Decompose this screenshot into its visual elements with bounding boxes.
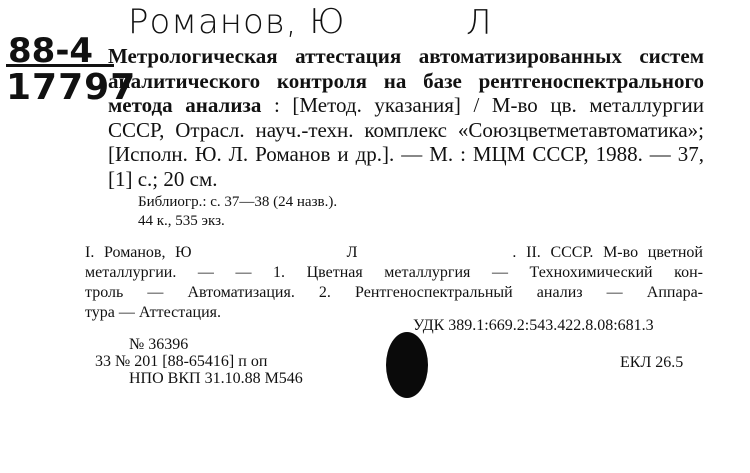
udk-classification: УДК 389.1:669.2:543.422.8.08:681.3 <box>413 317 654 334</box>
copies-note: 44 к., 535 экз. <box>138 213 225 229</box>
npo-line: НПО ВКП 31.10.88 М546 <box>129 370 303 387</box>
card-number: № 36396 <box>129 336 189 353</box>
footer-info <box>95 336 303 387</box>
bibliographic-notes <box>138 193 337 231</box>
order-number: 33 № 201 [88-65416] п оп <box>95 353 268 370</box>
ekl-classification: ЕКЛ 26.5 <box>620 354 684 371</box>
tracing-line-3: троль — Автоматизация. 2. Рентгеноспектральный анализ — Аппара- <box>85 284 703 301</box>
tracings <box>85 243 703 323</box>
punch-hole <box>386 332 428 398</box>
bibliography-note: Библиогр.: с. 37—38 (24 назв.). <box>138 194 338 210</box>
call-number-bottom: 17797 <box>6 67 137 108</box>
tracing-line-4: тура — Аттестация. <box>85 304 221 321</box>
work-title: Метрологическая аттестация автоматизированных систем аналитического контроля на базе рентгеноспектрального метода анализа <box>108 44 704 117</box>
work-description: : [Метод. указания] / М-во цв. металлургии СССР, Отрасл. науч.-техн. комплекс «Союзцветметавтоматика»; [Исполн. Ю. Л. Романов и др.]. — М. : МЦМ СССР, 1988. — 37, [1] с.; 20 см. <box>108 93 704 191</box>
tracing-line-1: I. Романов, Ю Л . II. СССР. М-во цветной <box>85 244 703 261</box>
main-entry <box>108 44 704 191</box>
call-number-top: 88-4 <box>8 31 94 71</box>
tracing-line-2: металлургии. — — 1. Цветная металлургия — Технохимический кон- <box>85 264 703 281</box>
handwritten-letter: Л <box>466 3 492 43</box>
handwritten-author: Романов, Ю <box>128 2 346 42</box>
